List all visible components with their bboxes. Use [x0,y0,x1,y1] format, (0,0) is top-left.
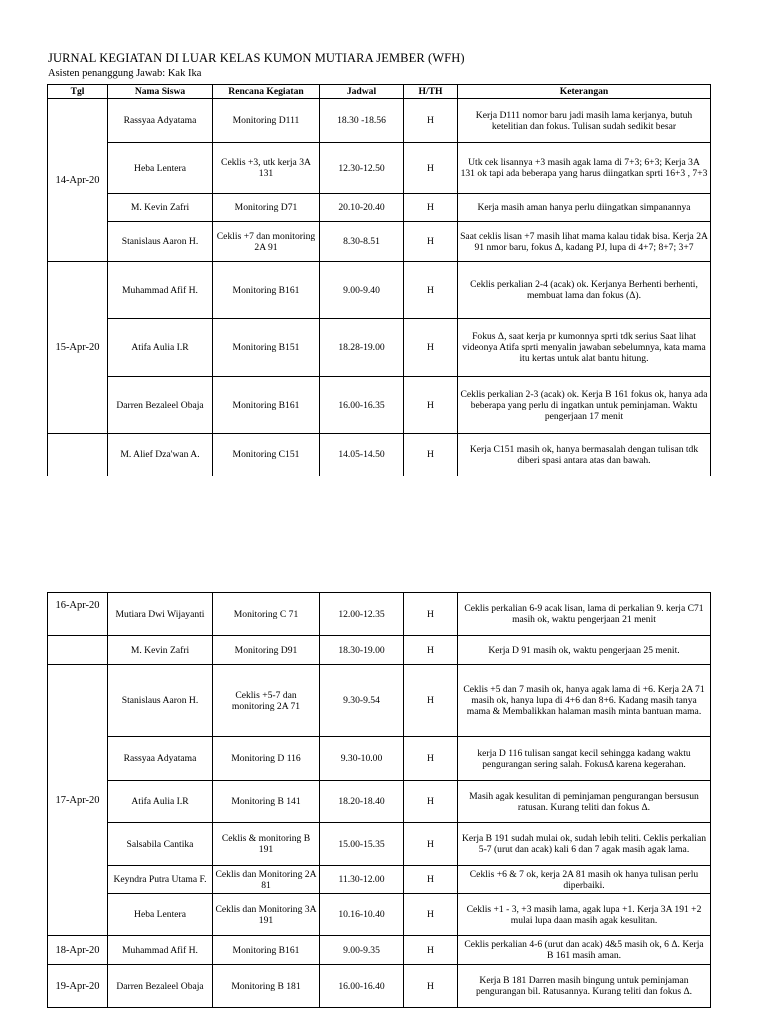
activity-cell: Monitoring B 181 [213,965,320,1008]
column-header-hth: H/TH [404,85,458,99]
notes-cell: Ceklis perkalian 4-6 (urut dan acak) 4&5 masih ok, 6 Δ. Kerja B 161 masih aman. [458,936,711,965]
attendance-cell: H [404,665,458,737]
student-name-cell: Heba Lentera [108,143,213,194]
table-row [48,636,711,665]
table-row [48,377,711,434]
table-row [48,823,711,866]
activity-cell: Monitoring C 71 [213,593,320,636]
notes-cell: Utk cek lisannya +3 masih agak lama di 7+3; 6+3; Kerja 3A 131 ok tapi ada beberapa yang harus diingatkan sprti 16+3 , 7+3 [458,143,711,194]
activity-cell: Monitoring D111 [213,99,320,143]
date-cell: 15-Apr-20 [48,262,108,434]
student-name-cell: Stanislaus Aaron H. [108,665,213,737]
activity-cell: Ceklis dan Monitoring 3A 191 [213,894,320,936]
notes-cell: Ceklis +6 & 7 ok, kerja 2A 81 masih ok hanya tulisan perlu diperbaiki. [458,866,711,894]
student-name-cell: M. Kevin Zafri [108,194,213,222]
notes-cell: Fokus Δ, saat kerja pr kumonnya sprti tdk serius Saat lihat videonya Atifa sprti menyalin jawaban sebelumnya, kata mama itu kertas untuk alat bantu hitung. [458,319,711,377]
student-name-cell: Atifa Aulia I.R [108,781,213,823]
notes-cell: Ceklis perkalian 2-4 (acak) ok. Kerjanya Berhenti berhenti, membuat lama dan fokus (Δ). [458,262,711,319]
student-name-cell: Rassyaa Adyatama [108,99,213,143]
attendance-cell: H [404,377,458,434]
schedule-cell: 10.16-10.40 [320,894,404,936]
date-cell: 16-Apr-20 [48,593,108,636]
attendance-cell: H [404,262,458,319]
schedule-cell: 16.00-16.40 [320,965,404,1008]
schedule-cell: 18.30 -18.56 [320,99,404,143]
attendance-cell: H [404,737,458,781]
attendance-cell: H [404,194,458,222]
attendance-cell: H [404,99,458,143]
activity-cell: Monitoring B161 [213,377,320,434]
schedule-cell: 16.00-16.35 [320,377,404,434]
attendance-cell: H [404,319,458,377]
activity-cell: Monitoring D71 [213,194,320,222]
activity-cell: Ceklis +5-7 dan monitoring 2A 71 [213,665,320,737]
table-row [48,894,711,936]
student-name-cell: Atifa Aulia I.R [108,319,213,377]
activity-cell: Ceklis dan Monitoring 2A 81 [213,866,320,894]
student-name-cell: Muhammad Afif H. [108,936,213,965]
attendance-cell: H [404,593,458,636]
student-name-cell: Keyndra Putra Utama F. [108,866,213,894]
attendance-cell: H [404,965,458,1008]
schedule-cell: 8.30-8.51 [320,222,404,262]
journal-table-part-2 [47,592,711,1008]
activity-cell: Monitoring C151 [213,434,320,476]
table-row [48,319,711,377]
schedule-cell: 9.30-9.54 [320,665,404,737]
notes-cell: Kerja B 191 sudah mulai ok, sudah lebih teliti. Ceklis perkalian 5-7 (urut dan acak) kali 6 dan 7 agak masih agak lama. [458,823,711,866]
date-cell-empty [48,434,108,476]
column-header-rencana-kegiatan: Rencana Kegiatan [213,85,320,99]
notes-cell: Ceklis +5 dan 7 masih ok, hanya agak lama di +6. Kerja 2A 71 masih ok, hanya lupa di 4+6 dan 8+6. Kadang masih tanya mama & Membalikkan halaman masih minta bantuan mama. [458,665,711,737]
schedule-cell: 9.00-9.35 [320,936,404,965]
student-name-cell: Darren Bezaleel Obaja [108,965,213,1008]
student-name-cell: Heba Lentera [108,894,213,936]
attendance-cell: H [404,636,458,665]
notes-cell: Kerja C151 masih ok, hanya bermasalah dengan tulisan tdk diberi spasi antara atas dan bawah. [458,434,711,476]
schedule-cell: 12.00-12.35 [320,593,404,636]
attendance-cell: H [404,823,458,866]
attendance-cell: H [404,143,458,194]
table-row [48,781,711,823]
notes-cell: Kerja B 181 Darren masih bingung untuk peminjaman pengurangan bil. Ratusannya. Kurang teliti dan fokus Δ. [458,965,711,1008]
table-header-row [48,85,711,99]
student-name-cell: Darren Bezaleel Obaja [108,377,213,434]
student-name-cell: Mutiara Dwi Wijayanti [108,593,213,636]
table-row [48,593,711,636]
schedule-cell: 9.00-9.40 [320,262,404,319]
student-name-cell: M. Alief Dza'wan A. [108,434,213,476]
table-row [48,143,711,194]
activity-cell: Monitoring B151 [213,319,320,377]
schedule-cell: 9.30-10.00 [320,737,404,781]
attendance-cell: H [404,866,458,894]
schedule-cell: 15.00-15.35 [320,823,404,866]
notes-cell: Kerja D 91 masih ok, waktu pengerjaan 25 menit. [458,636,711,665]
schedule-cell: 20.10-20.40 [320,194,404,222]
column-header-keterangan: Keterangan [458,85,711,99]
notes-cell: Ceklis perkalian 2-3 (acak) ok. Kerja B 161 fokus ok, hanya ada beberapa yang perlu di ingatkan untuk peminjaman. Waktu pengerjaan 17 menit [458,377,711,434]
date-cell: 17-Apr-20 [48,665,108,936]
table-row [48,99,711,143]
attendance-cell: H [404,434,458,476]
column-header-tgl: Tgl [48,85,108,99]
attendance-cell: H [404,781,458,823]
attendance-cell: H [404,936,458,965]
student-name-cell: M. Kevin Zafri [108,636,213,665]
notes-cell: Ceklis perkalian 6-9 acak lisan, lama di perkalian 9. kerja C71 masih ok, waktu pengerjaan 21 menit [458,593,711,636]
activity-cell: Monitoring D91 [213,636,320,665]
table-row [48,737,711,781]
document-subtitle: Asisten penanggung Jawab: Kak Ika [48,68,202,79]
activity-cell: Monitoring B161 [213,936,320,965]
table-row [48,965,711,1008]
column-header-jadwal: Jadwal [320,85,404,99]
schedule-cell: 12.30-12.50 [320,143,404,194]
notes-cell: kerja D 116 tulisan sangat kecil sehingga kadang waktu pengurangan sering salah. FokusΔ karena kegerahan. [458,737,711,781]
document-title: JURNAL KEGIATAN DI LUAR KELAS KUMON MUTIARA JEMBER (WFH) [48,51,465,65]
student-name-cell: Rassyaa Adyatama [108,737,213,781]
table-row [48,866,711,894]
table-row [48,262,711,319]
attendance-cell: H [404,894,458,936]
attendance-cell: H [404,222,458,262]
student-name-cell: Salsabila Cantika [108,823,213,866]
table-row [48,665,711,737]
schedule-cell: 14.05-14.50 [320,434,404,476]
notes-cell: Ceklis +1 - 3, +3 masih lama, agak lupa +1. Kerja 3A 191 +2 mulai lupa daan masih agak kesulitan. [458,894,711,936]
activity-cell: Ceklis +7 dan monitoring 2A 91 [213,222,320,262]
notes-cell: Masih agak kesulitan di peminjaman pengurangan bersusun ratusan. Kurang teliti dan fokus Δ. [458,781,711,823]
notes-cell: Kerja D111 nomor baru jadi masih lama kerjanya, butuh ketelitian dan fokus. Tulisan sudah sedikit besar [458,99,711,143]
column-header-nama-siswa: Nama Siswa [108,85,213,99]
table-row [48,434,711,476]
schedule-cell: 18.20-18.40 [320,781,404,823]
schedule-cell: 11.30-12.00 [320,866,404,894]
date-cell-empty [48,636,108,665]
table-row [48,194,711,222]
activity-cell: Monitoring D 116 [213,737,320,781]
date-cell: 19-Apr-20 [48,965,108,1008]
date-cell: 18-Apr-20 [48,936,108,965]
schedule-cell: 18.30-19.00 [320,636,404,665]
table-row [48,222,711,262]
schedule-cell: 18.28-19.00 [320,319,404,377]
activity-cell: Ceklis +3, utk kerja 3A 131 [213,143,320,194]
student-name-cell: Muhammad Afif H. [108,262,213,319]
notes-cell: Kerja masih aman hanya perlu diingatkan simpanannya [458,194,711,222]
notes-cell: Saat ceklis lisan +7 masih lihat mama kalau tidak bisa. Kerja 2A 91 nmor baru, fokus Δ, kadang PJ, lupa di 4+7; 8+7; 3+7 [458,222,711,262]
date-cell: 14-Apr-20 [48,99,108,262]
activity-cell: Monitoring B161 [213,262,320,319]
student-name-cell: Stanislaus Aaron H. [108,222,213,262]
journal-table-part-1 [47,84,711,476]
table-row [48,936,711,965]
activity-cell: Monitoring B 141 [213,781,320,823]
activity-cell: Ceklis & monitoring B 191 [213,823,320,866]
